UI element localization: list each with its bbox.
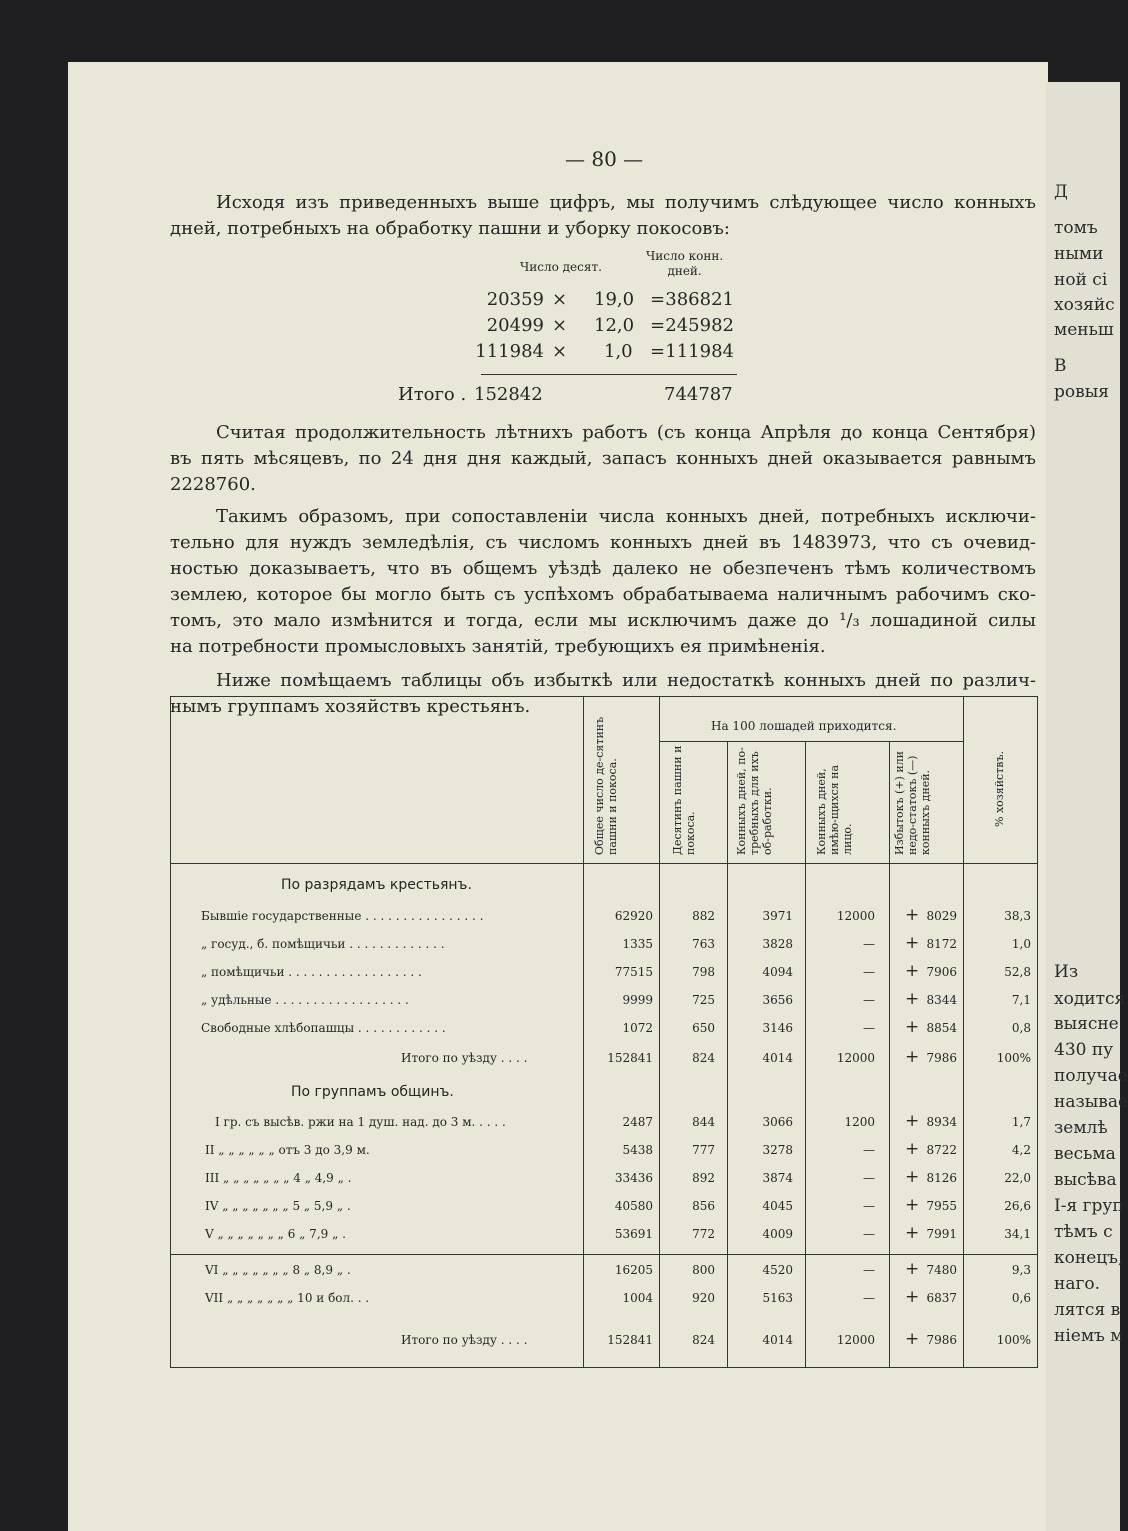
row-label: II „ „ „ „ „ „ отъ 3 до 3,9 м.: [205, 1143, 370, 1157]
next-page-fragment: тѣмъ с: [1054, 1222, 1113, 1242]
table-row: [171, 1257, 1037, 1285]
text-line: томъ, это мало измѣнится и тогда, если мы исключимъ даже до ¹/₃ лошадиной силы: [170, 610, 1036, 631]
table-row: [171, 1165, 1037, 1193]
cell-total: 5438: [622, 1143, 653, 1157]
next-page-fragment: выясне: [1054, 1014, 1119, 1034]
cell-pct: 9,3: [1011, 1263, 1031, 1277]
paragraph-summer-work: [170, 420, 1036, 498]
cell-total: 1072: [622, 1021, 653, 1035]
text-line: на потребности промысловыхъ занятій, требующихъ ея примѣненія.: [170, 636, 826, 657]
cell-pct: 0,8: [1011, 1021, 1031, 1035]
calc-b: 12,0: [594, 315, 635, 336]
cell-desyatin: 844: [692, 1115, 715, 1129]
cell-pct: 26,6: [1004, 1199, 1031, 1213]
cell-need: 4520: [762, 1263, 793, 1277]
next-page-fragment: Д: [1054, 182, 1068, 202]
col-header-pct: % хозяйствъ.: [993, 751, 1006, 827]
table-row: [171, 903, 1037, 931]
next-page-fragment: высѣва: [1054, 1170, 1117, 1190]
cell-diff: 6837: [926, 1291, 957, 1305]
calc-eq: =: [650, 289, 666, 310]
cell-have: —: [863, 1143, 875, 1157]
cell-total: 16205: [614, 1263, 653, 1277]
cell-diff: 7480: [926, 1263, 957, 1277]
cell-diff: 8854: [926, 1021, 957, 1035]
cell-sign: +: [905, 989, 920, 1009]
table-hline: [171, 863, 1037, 864]
next-page-fragment: наго.: [1054, 1274, 1101, 1294]
cell-total: 33436: [614, 1171, 653, 1185]
cell-pct: 100%: [996, 1051, 1031, 1065]
cell-total: 9999: [622, 993, 653, 1007]
calc-c: 386821: [665, 289, 734, 310]
cell-have: —: [863, 937, 875, 951]
col-header-diff: Избытокъ (+) или недо-статокъ (—) конныхъ дней.: [893, 751, 932, 855]
row-label: IV „ „ „ „ „ „ „ 5 „ 5,9 „ .: [205, 1199, 351, 1213]
cell-need: 4009: [762, 1227, 793, 1241]
calc-total-label: Итого .: [398, 384, 467, 405]
cell-sign: +: [905, 1139, 920, 1159]
cell-desyatin: 920: [692, 1291, 715, 1305]
cell-diff: 8172: [926, 937, 957, 951]
cell-diff: 8126: [926, 1171, 957, 1185]
row-label: VI „ „ „ „ „ „ „ 8 „ 8,9 „ .: [205, 1263, 351, 1277]
calc-c: 245982: [665, 315, 734, 336]
next-page-edge: [1046, 82, 1128, 1531]
next-page-fragment: Из: [1054, 962, 1079, 982]
cell-total: 152841: [607, 1051, 653, 1065]
next-page-fragment: І-я груп: [1054, 1196, 1124, 1216]
next-page-fragment: хозяйс: [1054, 295, 1115, 315]
cell-have: —: [863, 1171, 875, 1185]
next-page-fragment: ными: [1054, 244, 1104, 264]
cell-diff: 7986: [926, 1333, 957, 1347]
section-title-communes: По группамъ общинъ.: [291, 1084, 454, 1100]
next-page-fragment: называе: [1054, 1092, 1128, 1112]
calc-total-a: 152842: [474, 384, 543, 405]
text-line: нымъ группамъ хозяйствъ крестьянъ.: [170, 696, 531, 717]
table-hline: [171, 1254, 1037, 1255]
table-row: [171, 1015, 1037, 1043]
cell-desyatin: 725: [692, 993, 715, 1007]
cell-desyatin: 772: [692, 1227, 715, 1241]
table-row: [171, 1109, 1037, 1137]
table-row: [171, 1221, 1037, 1249]
cell-total: 40580: [614, 1199, 653, 1213]
row-label: Итого по уѣзду . . . .: [401, 1051, 528, 1065]
cell-desyatin: 650: [692, 1021, 715, 1035]
col-header-need: Конныхъ дней, по-требныхъ для ихъ об-работки.: [735, 747, 774, 855]
cell-diff: 7991: [926, 1227, 957, 1241]
table-total-row: [171, 1327, 1037, 1355]
cell-sign: +: [905, 1047, 920, 1067]
next-page-fragment: ной сі: [1054, 270, 1108, 290]
paragraph-intro: [170, 190, 1036, 242]
cell-desyatin: 882: [692, 909, 715, 923]
cell-diff: 7955: [926, 1199, 957, 1213]
cell-need: 4014: [762, 1333, 793, 1347]
cell-need: 3656: [762, 993, 793, 1007]
cell-need: 4045: [762, 1199, 793, 1213]
calc-a: 20499: [486, 315, 544, 336]
calc-op: ×: [552, 289, 568, 310]
cell-desyatin: 856: [692, 1199, 715, 1213]
table-row: [171, 987, 1037, 1015]
cell-sign: +: [905, 961, 920, 981]
next-page-fragment: томъ: [1054, 218, 1098, 238]
cell-have: —: [863, 965, 875, 979]
calc-b: 19,0: [594, 289, 635, 310]
cell-desyatin: 763: [692, 937, 715, 951]
cell-have: —: [863, 1199, 875, 1213]
text-line: Считая продолжительность лѣтнихъ работъ (съ конца Апрѣля до конца Сентября): [216, 422, 1036, 443]
table-row: [171, 1193, 1037, 1221]
cell-sign: +: [905, 1329, 920, 1349]
cell-desyatin: 798: [692, 965, 715, 979]
cell-total: 77515: [614, 965, 653, 979]
cell-need: 5163: [762, 1291, 793, 1305]
row-label: III „ „ „ „ „ „ „ 4 „ 4,9 „ .: [205, 1171, 352, 1185]
cell-need: 4014: [762, 1051, 793, 1065]
calc-head-right: [646, 249, 723, 279]
calc-eq: =: [650, 315, 666, 336]
page-number: — 80 —: [565, 147, 644, 171]
table-row: [171, 959, 1037, 987]
cell-diff: 8934: [926, 1115, 957, 1129]
next-page-fragment: ровыя: [1054, 382, 1109, 402]
cell-sign: +: [905, 1167, 920, 1187]
cell-total: 1004: [622, 1291, 653, 1305]
table-total-row: [171, 1045, 1037, 1073]
text-line: тельно для нуждъ земледѣлія, съ числомъ конныхъ дней въ 1483973, что съ очевид-: [170, 532, 1036, 553]
next-page-fragment: весьма: [1054, 1144, 1116, 1164]
text-line: Ниже помѣщаемъ таблицы объ избыткѣ или недостаткѣ конныхъ дней по различ-: [216, 670, 1036, 691]
row-label: Бывшіе государственные . . . . . . . . . . . . . . . .: [201, 909, 484, 923]
text-line: въ пять мѣсяцевъ, по 24 дня дня каждый, запасъ конныхъ дней оказывается равнымъ: [170, 448, 1036, 469]
cell-have: —: [863, 1263, 875, 1277]
cell-pct: 7,1: [1011, 993, 1031, 1007]
calc-head-right-line: Число конн.: [646, 249, 724, 263]
calc-head-right-line: дней.: [667, 264, 702, 278]
text-line: дней, потребныхъ на обработку пашни и уборку покосовъ:: [170, 218, 730, 239]
cell-pct: 38,3: [1004, 909, 1031, 923]
next-page-fragment: конецъ,: [1054, 1248, 1124, 1268]
next-page-fragment: ходится: [1054, 989, 1126, 1009]
cell-pct: 52,8: [1004, 965, 1031, 979]
col-header-total: Общее число де-сятинъ пашни и покоса.: [593, 716, 619, 855]
cell-pct: 22,0: [1004, 1171, 1031, 1185]
section-title-ranks: По разрядамъ крестьянъ.: [281, 877, 472, 893]
table-row: [171, 1137, 1037, 1165]
cell-have: 12000: [836, 1051, 875, 1065]
cell-sign: +: [905, 1111, 920, 1131]
cell-diff: 8722: [926, 1143, 957, 1157]
next-page-fragment: землѣ: [1054, 1118, 1108, 1138]
row-label: Итого по уѣзду . . . .: [401, 1333, 528, 1347]
cell-pct: 0,6: [1011, 1291, 1031, 1305]
cell-need: 3146: [762, 1021, 793, 1035]
calc-c: 111984: [665, 341, 734, 362]
text-line: 2228760.: [170, 474, 256, 495]
calc-b: 1,0: [604, 341, 633, 362]
cell-need: 4094: [762, 965, 793, 979]
cell-sign: +: [905, 905, 920, 925]
text-line: ностью доказываетъ, что въ общемъ уѣздѣ далеко не обезпеченъ тѣмъ количествомъ: [170, 558, 1036, 579]
col-header-desyatin: Десятинъ пашни и покоса.: [671, 745, 697, 855]
horse-days-table: [170, 696, 1038, 1368]
calc-a: 111984: [475, 341, 544, 362]
calc-rule: [481, 374, 737, 375]
cell-sign: +: [905, 933, 920, 953]
text-line: Исходя изъ приведенныхъ выше цифръ, мы получимъ слѣдующее число конныхъ: [216, 192, 1036, 213]
cell-total: 2487: [622, 1115, 653, 1129]
cell-desyatin: 892: [692, 1171, 715, 1185]
col-header-have: Конныхъ дней, имѣю-щихся на лицо.: [815, 764, 854, 855]
row-label: V „ „ „ „ „ „ „ 6 „ 7,9 „ .: [205, 1227, 346, 1241]
row-label: „ помѣщичьи . . . . . . . . . . . . . . . . . .: [201, 965, 422, 979]
cell-total: 152841: [607, 1333, 653, 1347]
cell-desyatin: 777: [692, 1143, 715, 1157]
cell-pct: 100%: [996, 1333, 1031, 1347]
row-label: Свободные хлѣбопашцы . . . . . . . . . . . .: [201, 1021, 446, 1035]
cell-have: —: [863, 1291, 875, 1305]
next-page-fragment: лятся в: [1054, 1300, 1121, 1320]
cell-diff: 7986: [926, 1051, 957, 1065]
cell-have: 1200: [844, 1115, 875, 1129]
cell-need: 3278: [762, 1143, 793, 1157]
row-label: „ госуд., б. помѣщичьи . . . . . . . . . . . . .: [201, 937, 445, 951]
text-line: Такимъ образомъ, при сопоставленіи числа конныхъ дней, потребныхъ исключи-: [216, 506, 1036, 527]
cell-have: —: [863, 1021, 875, 1035]
cell-total: 62920: [614, 909, 653, 923]
cell-have: —: [863, 1227, 875, 1241]
cell-desyatin: 824: [692, 1333, 715, 1347]
cell-total: 53691: [614, 1227, 653, 1241]
next-page-fragment: ніемъ м: [1054, 1326, 1124, 1346]
cell-need: 3874: [762, 1171, 793, 1185]
cell-desyatin: 800: [692, 1263, 715, 1277]
calc-total-c: 744787: [664, 384, 733, 405]
table-row: [171, 1285, 1037, 1313]
cell-sign: +: [905, 1287, 920, 1307]
row-label: VII „ „ „ „ „ „ „ 10 и бол. . .: [205, 1291, 370, 1305]
calc-head-left: Число десят.: [520, 260, 602, 274]
cell-pct: 1,7: [1011, 1115, 1031, 1129]
cell-total: 1335: [622, 937, 653, 951]
cell-diff: 8029: [926, 909, 957, 923]
next-page-fragment: получае: [1054, 1066, 1128, 1086]
row-label: „ удѣльные . . . . . . . . . . . . . . . . . .: [201, 993, 409, 1007]
cell-desyatin: 824: [692, 1051, 715, 1065]
cell-have: 12000: [836, 1333, 875, 1347]
cell-need: 3971: [762, 909, 793, 923]
paragraph-comparison: [170, 504, 1036, 660]
calc-op: ×: [552, 315, 568, 336]
cell-sign: +: [905, 1195, 920, 1215]
cell-diff: 8344: [926, 993, 957, 1007]
cell-diff: 7906: [926, 965, 957, 979]
next-page-fragment: В: [1054, 356, 1067, 376]
table-row: [171, 931, 1037, 959]
cell-sign: +: [905, 1223, 920, 1243]
group-header: На 100 лошадей приходится.: [711, 719, 897, 733]
calc-op: ×: [552, 341, 568, 362]
cell-need: 3828: [762, 937, 793, 951]
next-page-fragment: 430 пу: [1054, 1040, 1114, 1060]
cell-sign: +: [905, 1017, 920, 1037]
cell-have: —: [863, 993, 875, 1007]
row-label: I гр. съ высѣв. ржи на 1 душ. над. до 3 м. . . . .: [215, 1115, 506, 1129]
calc-a: 20359: [486, 289, 544, 310]
table-hline: [659, 741, 963, 742]
cell-have: 12000: [836, 909, 875, 923]
cell-need: 3066: [762, 1115, 793, 1129]
next-page-fragment: меньш: [1054, 320, 1114, 340]
cell-pct: 34,1: [1004, 1227, 1031, 1241]
cell-pct: 4,2: [1011, 1143, 1031, 1157]
calc-eq: =: [650, 341, 666, 362]
text-line: землею, которое бы могло быть съ успѣхомъ обрабатываема наличнымъ рабочимъ ско-: [170, 584, 1036, 605]
cell-pct: 1,0: [1011, 937, 1031, 951]
cell-sign: +: [905, 1259, 920, 1279]
